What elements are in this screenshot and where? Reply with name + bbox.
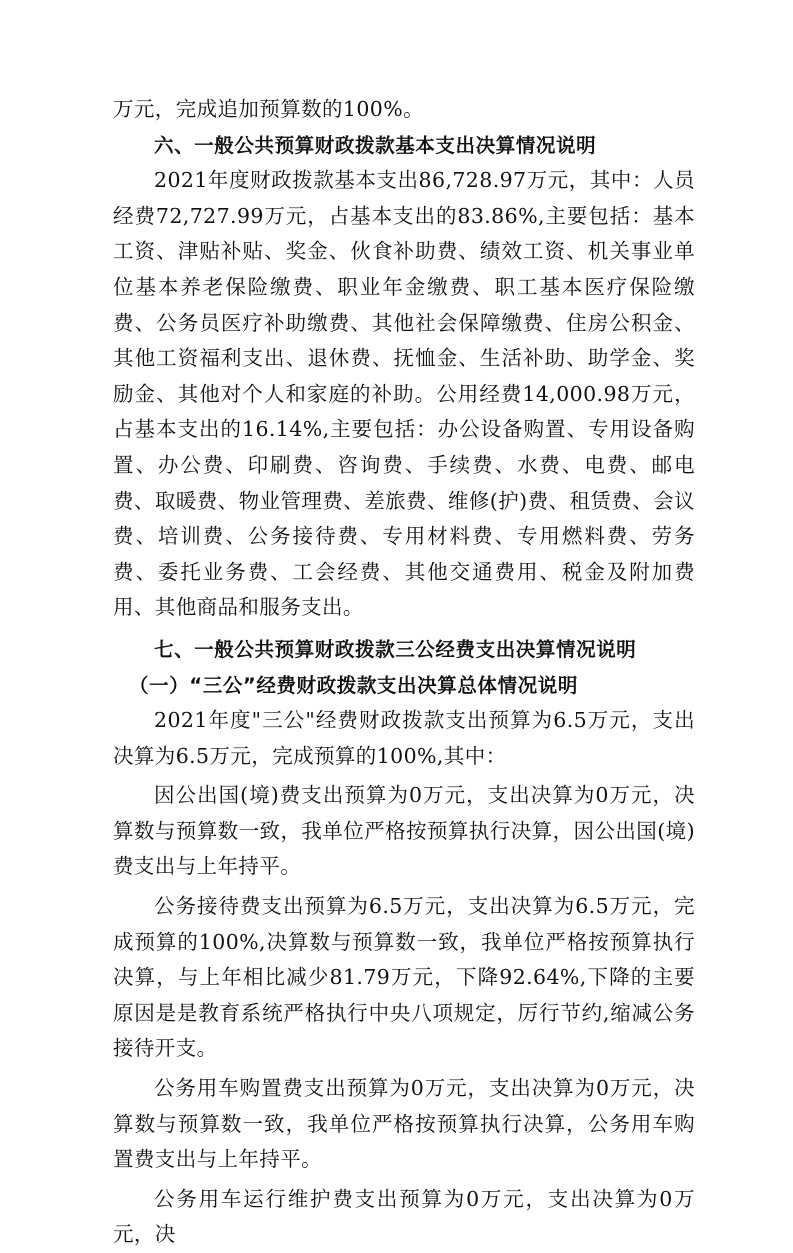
reception-expense-paragraph: 公务接待费支出预算为6.5万元，支出决算为6.5万元，完成预算的100%,决算数与预算数一致，我单位严格按预算执行决算，与上年相比减少81.79万元，下降92.64%,下降的主要原因是是教育系统严格执行中央八项规定，厉行节约,缩减公务接待开支。: [113, 894, 695, 1061]
vehicle-operation-paragraph: 公务用车运行维护费支出预算为0万元，支出决算为0万元，决: [113, 1186, 695, 1247]
section-6-heading: 六、一般公共预算财政拨款基本支出决算情况说明: [154, 133, 597, 157]
basic-spending-paragraph: 2021年度财政拨款基本支出86,728.97万元，其中：人员经费72,727.99万元，占基本支出的83.86%,主要包括：基本工资、津贴补贴、奖金、伙食补助费、绩效工资、机关事业单位基本养老保险缴费、职业年金缴费、职工基本医疗保险缴费、公务员医疗补助缴费、其他社会保障缴费、住房公积金、其他工资福利支出、退休费、抚恤金、生活补助、助学金、奖励金、其他对个人和家庭的补助。公用经费14,000.98万元，占基本支出的16.14%,主要包括：办公设备购置、专用设备购置、办公费、印刷费、咨询费、手续费、水费、电费、邮电费、取暖费、物业管理费、差旅费、维修(护)费、租赁费、会议费、培训费、公务接待费、专用材料费、专用燃料费、劳务费、委托业务费、工会经费、其他交通费用、税金及附加费用、其他商品和服务支出。: [113, 168, 695, 620]
subsection-1-heading: （一）“三公”经费财政拨款支出决算总体情况说明: [129, 673, 578, 697]
section-7-heading: 七、一般公共预算财政拨款三公经费支出决算情况说明: [154, 637, 637, 661]
three-public-total-paragraph: 2021年度"三公"经费财政拨款支出预算为6.5万元，支出决算为6.5万元，完成预算的100%,其中：: [113, 708, 695, 768]
vehicle-purchase-paragraph: 公务用车购置费支出预算为0万元，支出决算为0万元，决算数与预算数一致，我单位严格按预算执行决算，公务用车购置费支出与上年持平。: [113, 1076, 695, 1172]
carryover-paragraph: 万元，完成追加预算数的100%。: [113, 97, 425, 121]
document-page: [113, 92, 695, 1253]
abroad-expense-paragraph: 因公出国(境)费支出预算为0万元，支出决算为0万元，决算数与预算数一致，我单位严格按预算执行决算，因公出国(境)费支出与上年持平。: [113, 783, 696, 879]
